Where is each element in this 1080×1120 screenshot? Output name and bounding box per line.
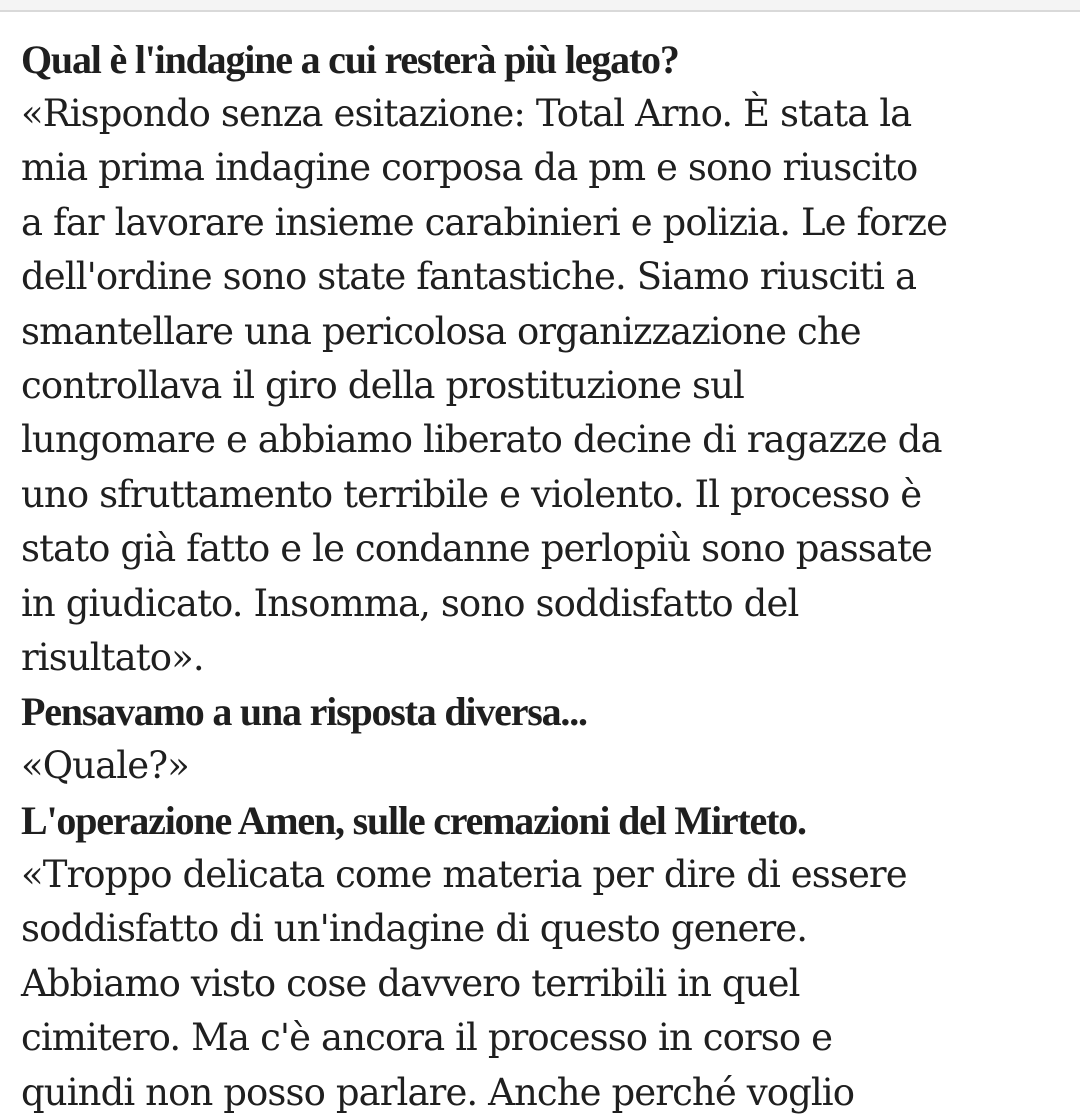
answer-1-line: stato già fatto e le condanne perlopiù sono passate (21, 527, 932, 571)
answer-1-line: dell'ordine sono state fantastiche. Siamo riusciti a (21, 255, 917, 299)
answer-1-line: lungomare e abbiamo liberato decine di ragazze da (21, 418, 942, 462)
answer-1-line: smantellare una pericolosa organizzazione che (21, 309, 861, 353)
answer-1-line: risultato». (21, 636, 204, 680)
answer-1-line: «Rispondo senza esitazione: Total Arno. È stata la (21, 92, 912, 135)
answer-2-line: «Quale?» (21, 744, 189, 788)
answer-3 (21, 848, 1071, 1120)
answer-1-line: controllava il giro della prostituzione sul (21, 364, 744, 408)
top-divider (0, 0, 1080, 12)
answer-3-line: soddisfatto di un'indagine di questo genere. (21, 907, 808, 951)
answer-1-line: a far lavorare insieme carabinieri e polizia. Le forze (21, 200, 948, 244)
answer-3-line: cimitero. Ma c'è ancora il processo in corso e (21, 1016, 833, 1060)
answer-1-line: uno sfruttamento terribile e violento. Il processo è (21, 472, 922, 516)
question-2: Pensavamo a una risposta diversa... (21, 689, 587, 735)
answer-1-line: in giudicato. Insomma, sono soddisfatto del (21, 581, 799, 625)
question-1: Qual è l'indagine a cui resterà più legato? (21, 37, 679, 82)
answer-1-line: mia prima indagine corposa da pm e sono riuscito (21, 146, 918, 190)
answer-2 (21, 739, 1071, 793)
answer-3-line: «Troppo delicata come materia per dire di essere (21, 852, 907, 896)
answer-3-line: quindi non posso parlare. Anche perché voglio (21, 1070, 855, 1114)
answer-3-line: Abbiamo visto cose davvero terribili in quel (21, 961, 800, 1005)
interview-text (21, 33, 1071, 1120)
question-3: L'operazione Amen, sulle cremazioni del Mirteto. (21, 797, 806, 843)
answer-1 (21, 87, 1071, 685)
